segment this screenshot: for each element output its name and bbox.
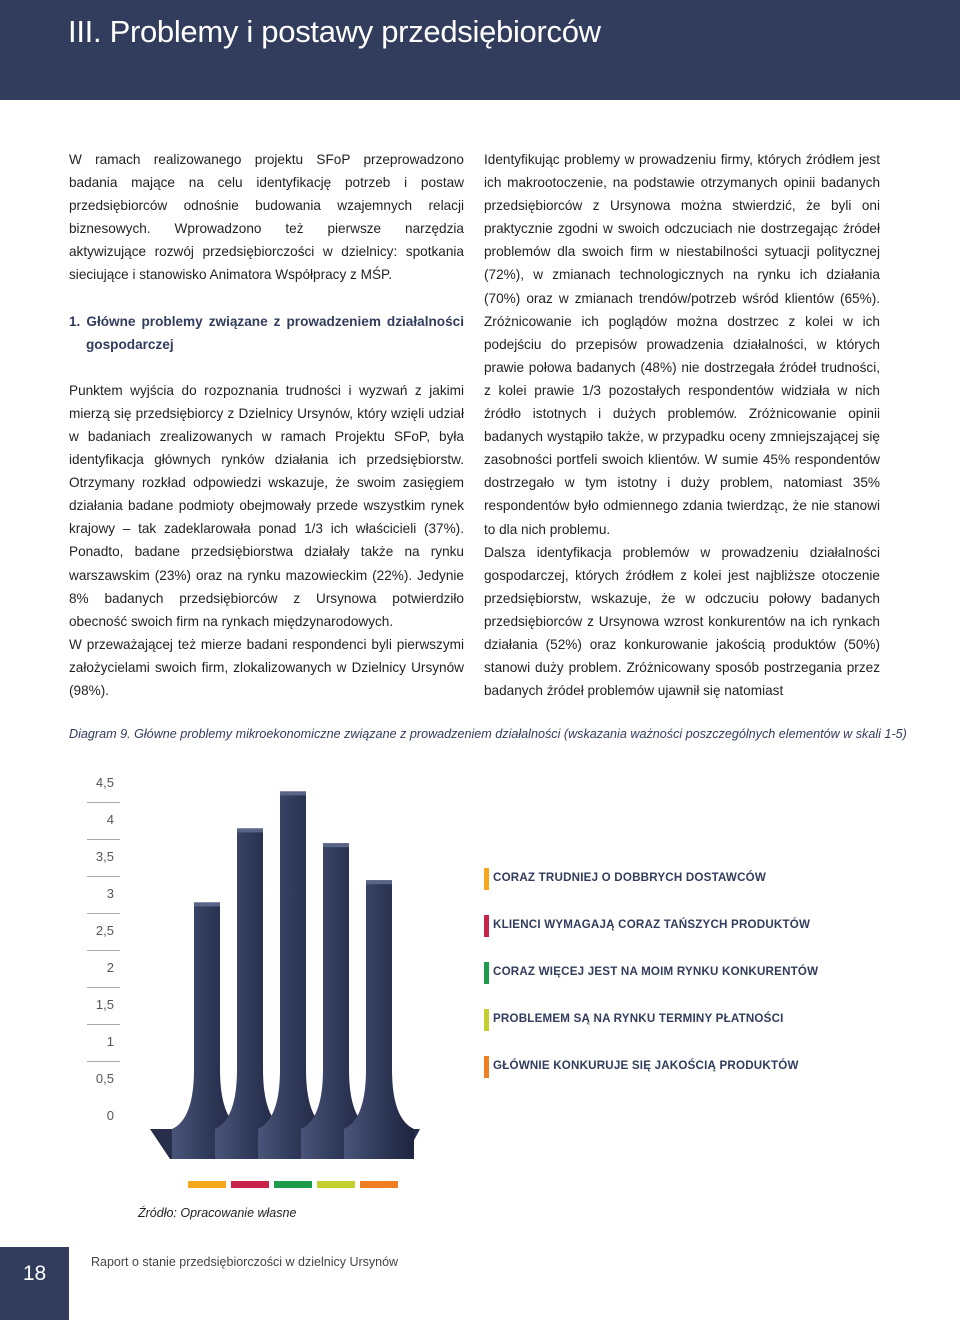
chart-bar-color-key	[274, 1181, 312, 1188]
left-paragraph-1: W ramach realizowanego projektu SFoP przeprowadzono badania mające na celu identyfikację potrzeb i postaw przedsiębiorców odnośnie budowania wzajemnych relacji biznesowych. Wprowadzono też pierwsze narzędzia aktywizujące rozwój przedsiębiorczości w dzielnicy: spotkania sieciujące i stanowisko Animatora Współpracy z MŚP.	[69, 152, 464, 283]
left-paragraph-2: Punktem wyjścia do rozpoznania trudności i wyzwań z jakimi mierzą się przedsiębiorcy z Dzielnicy Ursynów, który wzięli udział w badaniach zrealizowanych w ramach Projektu SFoP, była identyfikacja głównych rynków działania ich przedsiębiorstw. Otrzymany rozkład odpowiedzi wskazuje, że swoim zasięgiem działania badane podmioty obejmowały przede wszystkim rynek krajowy – tak zadeklarowała ponad 1/3 ich właścicieli (37%). Ponadto, badane przedsiębiorstwa działały także na rynku warszawskim (23%) oraz na rynku mazowieckim (22%). Jedynie 8% badanych przedsiębiorców z Ursynowa potwierdziło obecność swoich firm na rynkach międzynarodowych.	[69, 382, 464, 629]
y-tick-label: 4	[106, 812, 114, 827]
chart-bar-color-key	[188, 1181, 226, 1188]
right-paragraph-1: Identyfikując problemy w prowadzeniu firmy, których źródłem jest ich makrootoczenie, na podstawie otrzymanych opinii badanych przedsiębiorców z Ursynowa można stwierdzić, że byli oni praktycznie zgodni w swoich odczuciach nie dostrzegając źródeł problemów dla swoich firm w niestabilności sytuacji politycznej (72%), w zmianach technologicznych na rynku ich działania (70%) oraz w zmianach trendów/potrzeb wśród klientów (65%). Zróżnicowanie ich poglądów można dostrzec z kolei w ich podejściu do przepisów prowadzenia działalności, w których prawie połowa badanych (48%) nie dostrzegała źródeł trudności, z kolei prawie 1/3 pozostałych respondentów widziała w nich źródło istotnych i dużych problemów. Zróżnicowanie opinii badanych wystąpiło także, w przypadku oceny zmniejszającej się zasobności portfeli swoich klientów. W sumie 45% respondentów dostrzegało w tym istotny i duży problem, natomiast 35% respondentów było odmiennego zdania twierdząc, że nie stanowi to dla nich problemu.	[484, 152, 880, 537]
footer-text: Raport o stanie przedsiębiorczości w dzielnicy Ursynów	[91, 1255, 399, 1269]
diagram-caption: Diagram 9. Główne problemy mikroekonomiczne związane z prowadzeniem działalności (wskazania ważności poszczególnych elementów w skali 1-5)	[69, 727, 907, 741]
chart-bar-cap	[194, 902, 220, 906]
page-title: III. Problemy i postawy przedsiębiorców	[68, 14, 601, 49]
y-tick-label: 1,5	[95, 997, 114, 1012]
legend-swatch	[484, 1009, 489, 1031]
legend-label: CORAZ TRUDNIEJ O DOBBRYCH DOSTAWCÓW	[493, 871, 767, 884]
legend-label: CORAZ WIĘCEJ JEST NA MOIM RYNKU KONKURENTÓW	[493, 965, 819, 978]
chart-bar-cap	[237, 828, 263, 832]
chart-bar	[258, 791, 328, 1159]
y-tick-label: 0	[106, 1108, 114, 1123]
y-tick-label: 1	[106, 1034, 114, 1049]
legend-label: KLIENCI WYMAGAJĄ CORAZ TAŃSZYCH PRODUKTÓW	[493, 918, 811, 931]
legend-swatch	[484, 868, 489, 890]
legend-swatch	[484, 1056, 489, 1078]
legend-label: GŁÓWNIE KONKURUJE SIĘ JAKOŚCIĄ PRODUKTÓW	[493, 1059, 799, 1072]
chart-bar-cap	[366, 880, 392, 884]
y-tick-label: 3	[106, 886, 114, 901]
chart-bar-cap	[323, 843, 349, 847]
y-tick-label: 2,5	[95, 923, 114, 938]
source-note: Źródło: Opracowanie własne	[138, 1206, 297, 1220]
chart-bar-color-key	[231, 1181, 269, 1188]
chart-bar-color-key	[360, 1181, 398, 1188]
legend-swatch	[484, 962, 489, 984]
legend-swatch	[484, 915, 489, 937]
right-paragraph-2: Dalsza identyfikacja problemów w prowadzeniu działalności gospodarczej, których źródłem z kolei jest najbliższe otoczenie przedsiębiorstw, wskazuje, że w odczuciu połowy badanych przedsiębiorców z Ursynowa wzrost konkurentów na ich rynkach działania (52%) oraz konkurowanie jakością produktów (50%) stanowi duży problem. Zróżnicowany sposób postrzegania przez badanych źródeł problemów ujawnił się natomiast	[484, 544, 880, 699]
left-paragraph-3: W przeważającej też mierze badani respondenci byli pierwszymi założycielami swoich firm, zlokalizowanych w Dzielnicy Ursynów (98%).	[69, 636, 464, 698]
y-tick-label: 4,5	[95, 775, 114, 790]
section-title: 1. Główne problemy związane z prowadzeniem działalności gospodarczej	[69, 313, 464, 352]
y-tick-label: 2	[106, 960, 114, 975]
y-tick-label: 0,5	[95, 1071, 114, 1086]
chart-bar-cap	[280, 791, 306, 795]
page-number: 18	[22, 1262, 47, 1285]
legend-label: PROBLEMEM SĄ NA RYNKU TERMINY PŁATNOŚCI	[493, 1012, 784, 1025]
chart-bar-color-key	[317, 1181, 355, 1188]
y-tick-label: 3,5	[95, 849, 114, 864]
